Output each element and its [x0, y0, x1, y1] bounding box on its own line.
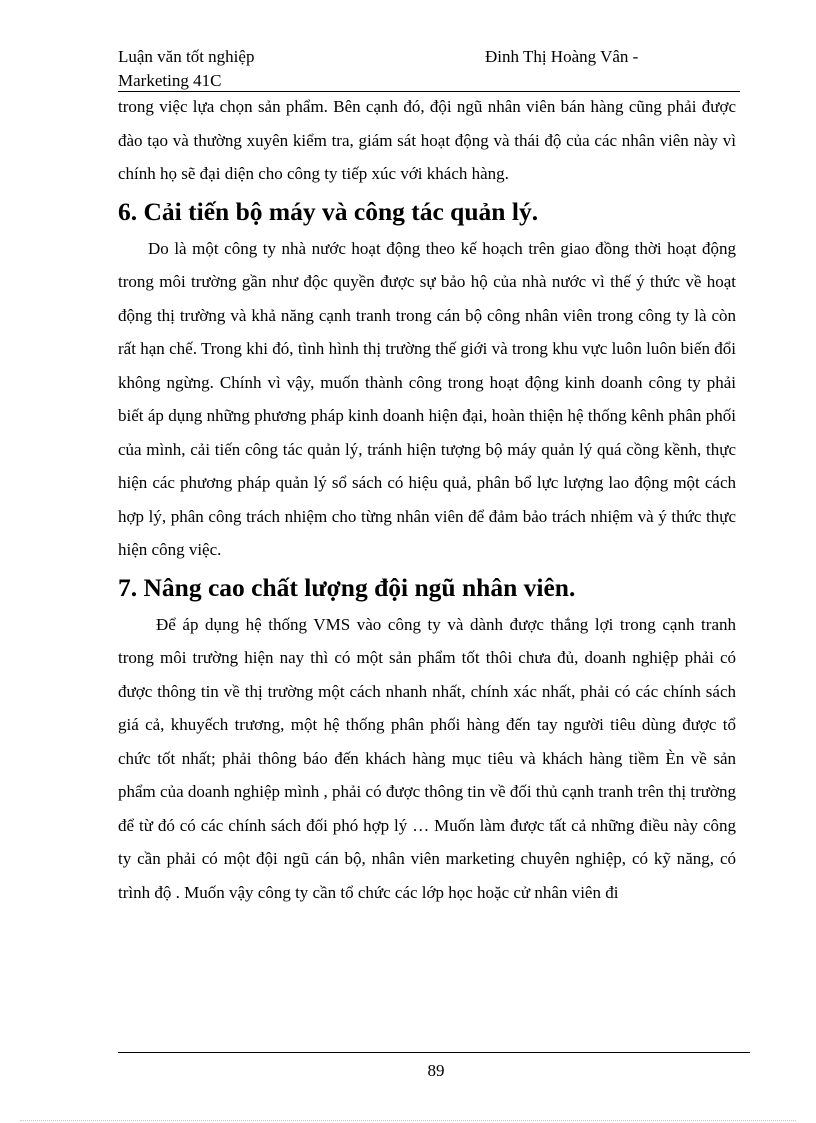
page-edge-dotted-line: [20, 1120, 796, 1121]
header-class: Marketing 41C: [118, 71, 222, 90]
header-title: Luận văn tốt nghiệp: [118, 47, 255, 66]
header-author: Đinh Thị Hoàng Vân -: [485, 47, 639, 66]
footer-divider: [118, 1052, 750, 1053]
page-number: 89: [427, 1061, 445, 1080]
paragraph-section-6: Do là một công ty nhà nước hoạt động theo kế hoạch trên giao đồng thời hoạt động trong môi trường gần như độc quyền được sự bảo hộ của nhà nước vì thế ý thức về hoạt động thị trường và khả năng cạnh tranh trong cán bộ công nhân viên trong công ty là còn rất hạn chế. Trong khi đó, tình hình thị trường thế giới và trong khu vực luôn luôn biến đổi không ngừng. Chính vì vậy, muốn thành công trong hoạt động kinh doanh công ty phải biết áp dụng những phương pháp kinh doanh hiện đại, hoàn thiện hệ thống kênh phân phối của mình, cải tiến công tác quản lý, tránh hiện tượng bộ máy quản lý quá cồng kềnh, thực hiện các phương pháp quản lý sổ sách có hiệu quả, phân bổ lực lượng lao động một cách hợp lý, phân công trách nhiệm cho từng nhân viên để đảm bảo trách nhiệm và ý thức thực hiện công việc.: [118, 238, 736, 559]
section-heading-7: 7. Nâng cao chất lượng đội ngũ nhân viên.: [118, 572, 576, 602]
section-heading-6: 6. Cải tiến bộ máy và công tác quản lý.: [118, 196, 539, 226]
paragraph-section-7: Để áp dụng hệ thống VMS vào công ty và dành được thắng lợi trong cạnh tranh trong môi trường hiện nay thì có một sản phẩm tốt thôi chưa đủ, doanh nghiệp phải có được thông tin về thị trường một cách nhanh nhất, chính xác nhất, phải có các chính sách giá cả, khuyếch trương, một hệ thống phân phối hàng đến tay người tiêu dùng được tổ chức tốt nhất; phải thông báo đến khách hàng mục tiêu và khách hàng tiềm Èn về sản phẩm của doanh nghiệp mình , phải có được thông tin về đối thủ cạnh tranh trên thị trường để từ đó có các chính sách đối phó hợp lý … Muốn làm được tất cả những điều này công ty cần phải có một đội ngũ cán bộ, nhân viên marketing chuyên nghiệp, có kỹ năng, có trình độ . Muốn vậy công ty cần tổ chức các lớp học hoặc cử nhân viên đi: [118, 614, 736, 902]
document-body: [118, 90, 736, 909]
paragraph-continuation: trong việc lựa chọn sản phẩm. Bên cạnh đó, đội ngũ nhân viên bán hàng cũng phải được đào tạo và thường xuyên kiểm tra, giám sát hoạt động và thái độ của các nhân viên này vì chính họ sẽ đại diện cho công ty tiếp xúc với khách hàng.: [118, 97, 736, 183]
